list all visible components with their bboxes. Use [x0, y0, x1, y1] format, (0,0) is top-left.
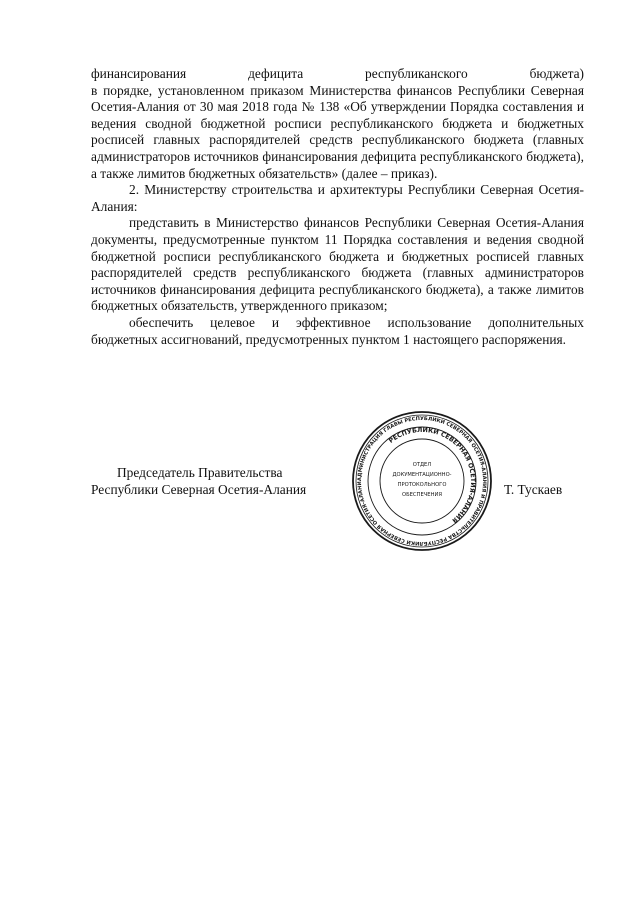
signatory-title-line1: Председатель Правительства	[117, 465, 283, 480]
paragraph-continuation-line1: финансирования дефицита республиканского бюджета)	[91, 66, 584, 81]
seal-inner-ring-text: РЕСПУБЛИКИ СЕВЕРНАЯ ОСЕТИЯ-АЛАНИЯ	[387, 425, 478, 525]
signatory-name: Т. Тускаев	[504, 482, 563, 497]
seal-center-line3: ПРОТОКОЛЬНОГО	[397, 482, 447, 488]
signatory-title	[91, 465, 351, 498]
seal-outer-ring-text: АДМИНИСТРАЦИЯ ГЛАВЫ РЕСПУБЛИКИ СЕВЕРНАЯ ОСЕТИЯ-АЛАНИЯ И ПРАВИТЕЛЬСТВА РЕСПУБЛИКИ СЕВЕРНАЯ ОСЕТИЯ-АЛАНИ	[356, 415, 488, 547]
paragraph-item-2: 2. Министерству строительства и архитектуры Республики Северная Осетия-Алания:	[91, 182, 584, 214]
signatory-title-line2: Республики Северная Осетия-Алания	[91, 481, 307, 497]
paragraph-continuation: в порядке, установленном приказом Министерства финансов Республики Северная Осетия-Алания от 30 мая 2018 года № 138 «Об утверждении Порядка составления и ведения сводной бюджетной росписи республиканского бюджета и бюджетных росписей главных распорядителей средств республиканского бюджета (главных администраторов источников финансирования дефицита республиканского бюджета), а также лимитов бюджетных обязательств» (далее – приказ).	[91, 82, 584, 181]
seal-center-line4: ОБЕСПЕЧЕНИЯ	[402, 492, 442, 498]
seal-center-line1: ОТДЕЛ	[412, 462, 432, 468]
official-seal-stamp	[351, 410, 493, 552]
paragraph-ensure-use: обеспечить целевое и эффективное использование дополнительных бюджетных ассигнований, предусмотренных пунктом 1 настоящего распоряжения.	[91, 314, 584, 347]
seal-center-line2: ДОКУМЕНТАЦИОННО-	[392, 472, 452, 478]
paragraph-submit-documents: представить в Министерство финансов Республики Северная Осетия-Алания документы, предусмотренные пунктом 11 Порядка составления и ведения сводной бюджетной росписи республиканского бюджета и бюджетных росписей главных распорядителей средств республиканского бюджета (главных администраторов источников финансирования дефицита республиканского бюджета), а также лимитов бюджетных обязательств, утвержденного приказом;	[91, 215, 584, 314]
document-body	[91, 66, 584, 348]
